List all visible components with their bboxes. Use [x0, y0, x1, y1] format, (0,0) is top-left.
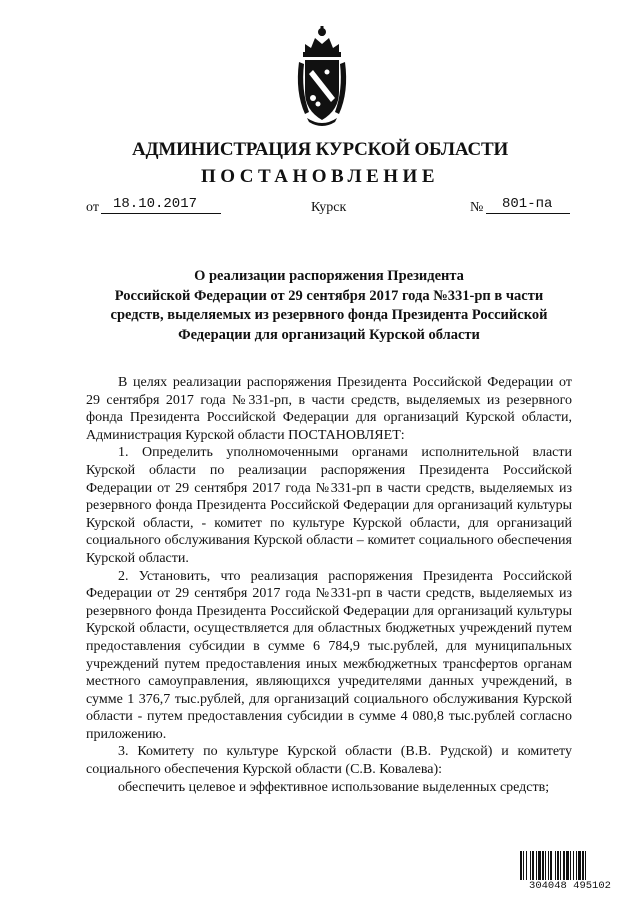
document-type: ПОСТАНОВЛЕНИЕ — [200, 166, 440, 187]
date-prefix-label: от — [86, 200, 99, 215]
coat-of-arms-icon — [291, 22, 353, 130]
document-body — [86, 374, 572, 796]
body-paragraph-1: 1. Определить уполномоченными органами исполнительной власти Курской области по реализации распоряжения Президента Российской Федерации от 29 сентября 2017 года №331-рп в части средств, выделяемых из резервного фонда Президента Российской Федерации для организаций культуры Курской области, - комитет по культуре Курской области, для организаций социального обслуживания Курской области – комитет социального обеспечения Курской области. — [86, 445, 572, 566]
body-paragraph-3-item: обеспечить целевое и эффективное использование выделенных средств; — [118, 779, 550, 795]
title-line: Российской Федерации от 29 сентября 2017 года №331-рп в части — [114, 287, 544, 304]
document-city: Курск — [311, 200, 347, 215]
document-date: 18.10.2017 — [101, 196, 221, 214]
body-paragraph-3: 3. Комитету по культуре Курской области (В.В. Рудской) и комитету социального обеспечения Курской области (С.В. Ковалева): — [86, 744, 572, 778]
body-paragraph-preamble: В целях реализации распоряжения Президента Российской Федерации от 29 сентября 2017 года №331-рп, в части средств, выделяемых из резервного фонда Президента Российской Федерации для организаций Курской области, Администрация Курской области ПОСТАНОВЛЯЕТ: — [86, 375, 572, 443]
title-line: О реализации распоряжения Президента — [194, 268, 464, 284]
document-title — [86, 267, 572, 345]
title-line: Федерации для организаций Курской области — [178, 326, 480, 343]
document-meta-row — [0, 196, 640, 218]
barcode-number: 304048 495102 — [519, 880, 621, 892]
organization-name: АДМИНИСТРАЦИЯ КУРСКОЙ ОБЛАСТИ — [131, 139, 509, 160]
number-sign-label: № — [470, 200, 484, 215]
body-paragraph-2: 2. Установить, что реализация распоряжения Президента Российской Федерации от 29 сентября 2017 года №331-рп в части средств, выделяемых из резервного фонда Президента Российской Федерации для организаций культуры Курской области, осуществляется для областных бюджетных учреждений путем предоставления субсидии в сумме 6 784,9 тыс.рублей, для муниципальных учреждений путем предоставления иных межбюджетных трансфертов органам местного самоуправления, являющихся учредителями данных учреждений, в сумме 1 376,7 тыс.рублей, для организаций социального обслуживания Курской области - путем предоставления субсидии в сумме 4 080,8 тыс.рублей согласно приложению. — [86, 568, 572, 742]
title-line: средств, выделяемых из резервного фонда Президента Российской — [110, 307, 548, 323]
document-number: 801-па — [486, 196, 570, 214]
